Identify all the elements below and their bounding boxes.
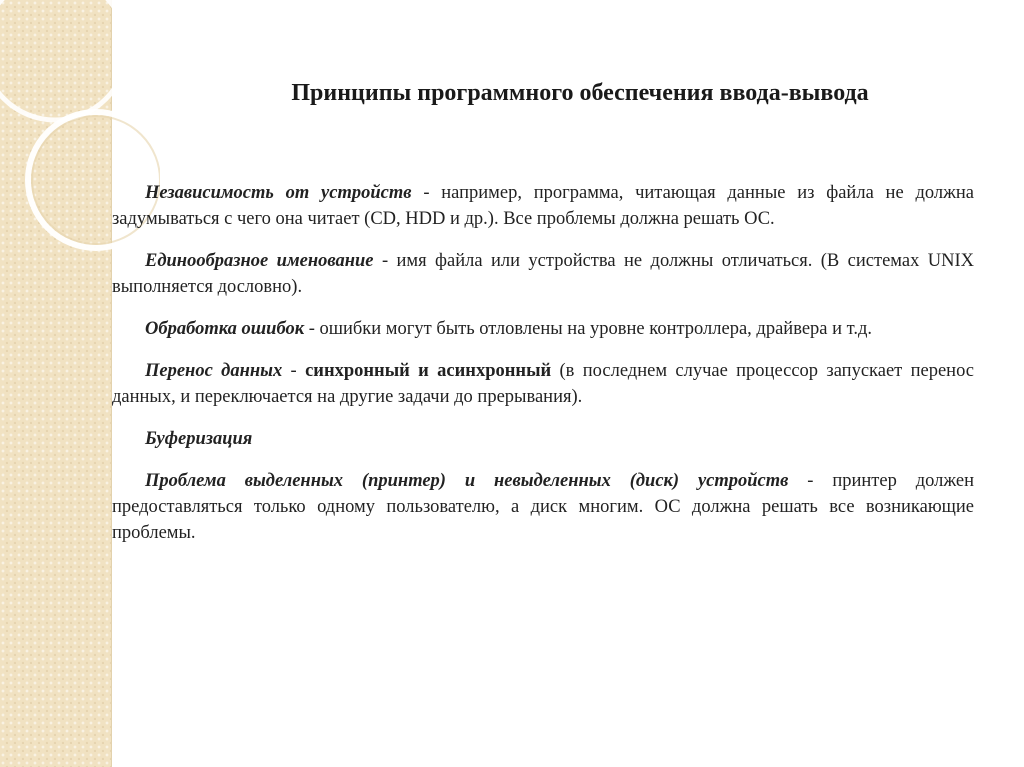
text-uniform-naming: - имя файла или устройства не должны отличаться. (В системах UNIX выполняется дословно). bbox=[112, 251, 974, 297]
term-device-independence: Независимость от устройств bbox=[145, 183, 412, 203]
term-uniform-naming: Единообразное именование bbox=[145, 251, 374, 271]
term-error-handling: Обработка ошибок bbox=[145, 319, 305, 339]
text-data-transfer: (в последнем случае процессор запускает перенос данных, и переключается на другие задачи до прерывания). bbox=[112, 361, 974, 407]
text-data-transfer-dash: - bbox=[282, 361, 306, 381]
decorative-side-strip bbox=[0, 0, 112, 767]
term-dedicated-devices: Проблема выделенных (принтер) и невыделенных (диск) устройств bbox=[145, 471, 789, 491]
slide-content bbox=[112, 180, 974, 562]
text-device-independence: - например, программа, читающая данные из файла не должна задумываться с чего она читает (CD, HDD и др.). Все проблемы должна решать ОС. bbox=[112, 183, 974, 229]
slide-title: Принципы программного обеспечения ввода-вывода bbox=[291, 80, 869, 106]
text-error-handling: - ошибки могут быть отловлены на уровне контроллера, драйвера и т.д. bbox=[304, 319, 872, 339]
paragraph-dedicated-devices bbox=[112, 468, 974, 546]
paragraph-uniform-naming bbox=[112, 248, 974, 300]
paragraph-buffering bbox=[112, 426, 974, 452]
paragraph-data-transfer bbox=[112, 358, 974, 410]
paragraph-device-independence bbox=[112, 180, 974, 232]
term-buffering: Буферизация bbox=[145, 429, 253, 449]
text-data-transfer-modes: синхронный и асинхронный bbox=[305, 361, 552, 381]
term-data-transfer: Перенос данных bbox=[145, 361, 283, 381]
paragraph-error-handling bbox=[112, 316, 974, 342]
text-dedicated-devices: - принтер должен предоставляться только одному пользователю, а диск многим. ОС должна решать все возникающие проблемы. bbox=[112, 471, 974, 543]
